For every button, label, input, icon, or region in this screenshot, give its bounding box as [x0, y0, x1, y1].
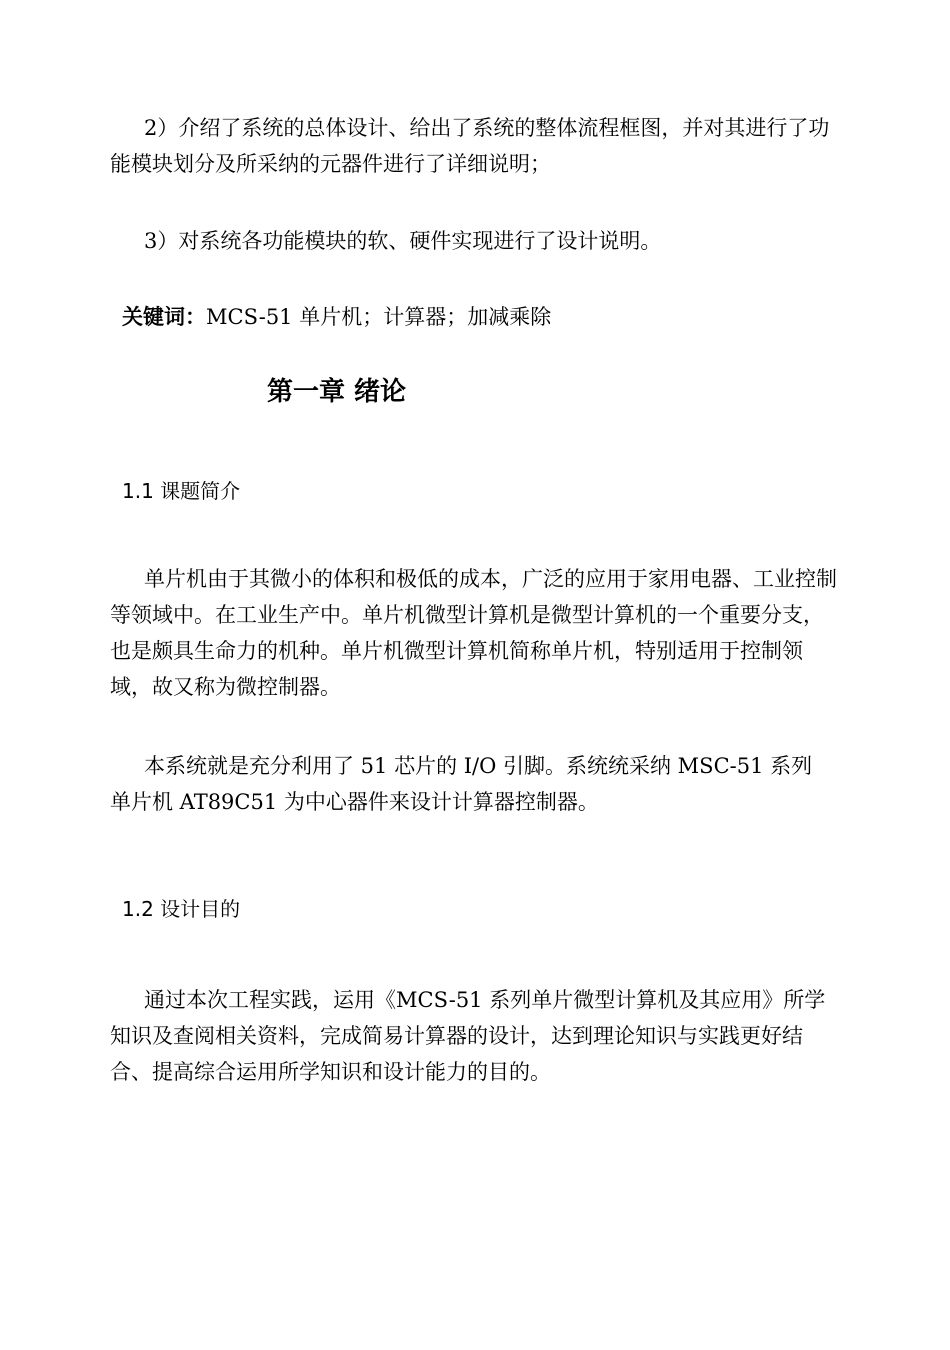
intro-item-2: 2）介绍了系统的总体设计、给出了系统的整体流程框图，并对其进行了功能模块划分及所采纳的元器件进行了详细说明；	[110, 116, 830, 176]
keywords-label: 关键词：	[122, 305, 206, 329]
section-title-1-1: 1.1 课题简介	[122, 479, 241, 503]
keywords-line	[122, 299, 551, 335]
section-title-1-2: 1.2 设计目的	[122, 897, 241, 921]
chapter-title: 第一章 绪论	[267, 377, 407, 407]
section-1-1-paragraph-2-line-1: 本系统就是充分利用了 51 芯片的 I/O 引脚。系统统采纳 MSC-51 系列	[144, 754, 813, 778]
intro-item-3: 3）对系统各功能模块的软、硬件实现进行了设计说明。	[144, 229, 662, 253]
section-1-1-paragraph-1: 单片机由于其微小的体积和极低的成本，广泛的应用于家用电器、工业控制等领域中。在工业生产中。单片机微型计算机是微型计算机的一个重要分支，也是颇具生命力的机种。单片机微型计算机简称单片机，特别适用于控制领域，故又称为微控制器。	[110, 567, 837, 699]
section-1-2-paragraph-1: 通过本次工程实践，运用《MCS-51 系列单片微型计算机及其应用》所学知识及查阅相关资料，完成简易计算器的设计，达到理论知识与实践更好结合、提高综合运用所学知识和设计能力的目的。	[110, 988, 826, 1084]
keywords-text: MCS-51 单片机；计算器；加减乘除	[206, 305, 552, 329]
section-1-1-paragraph-2-line-2: 单片机 AT89C51 为中心器件来设计计算器控制器。	[110, 790, 599, 814]
